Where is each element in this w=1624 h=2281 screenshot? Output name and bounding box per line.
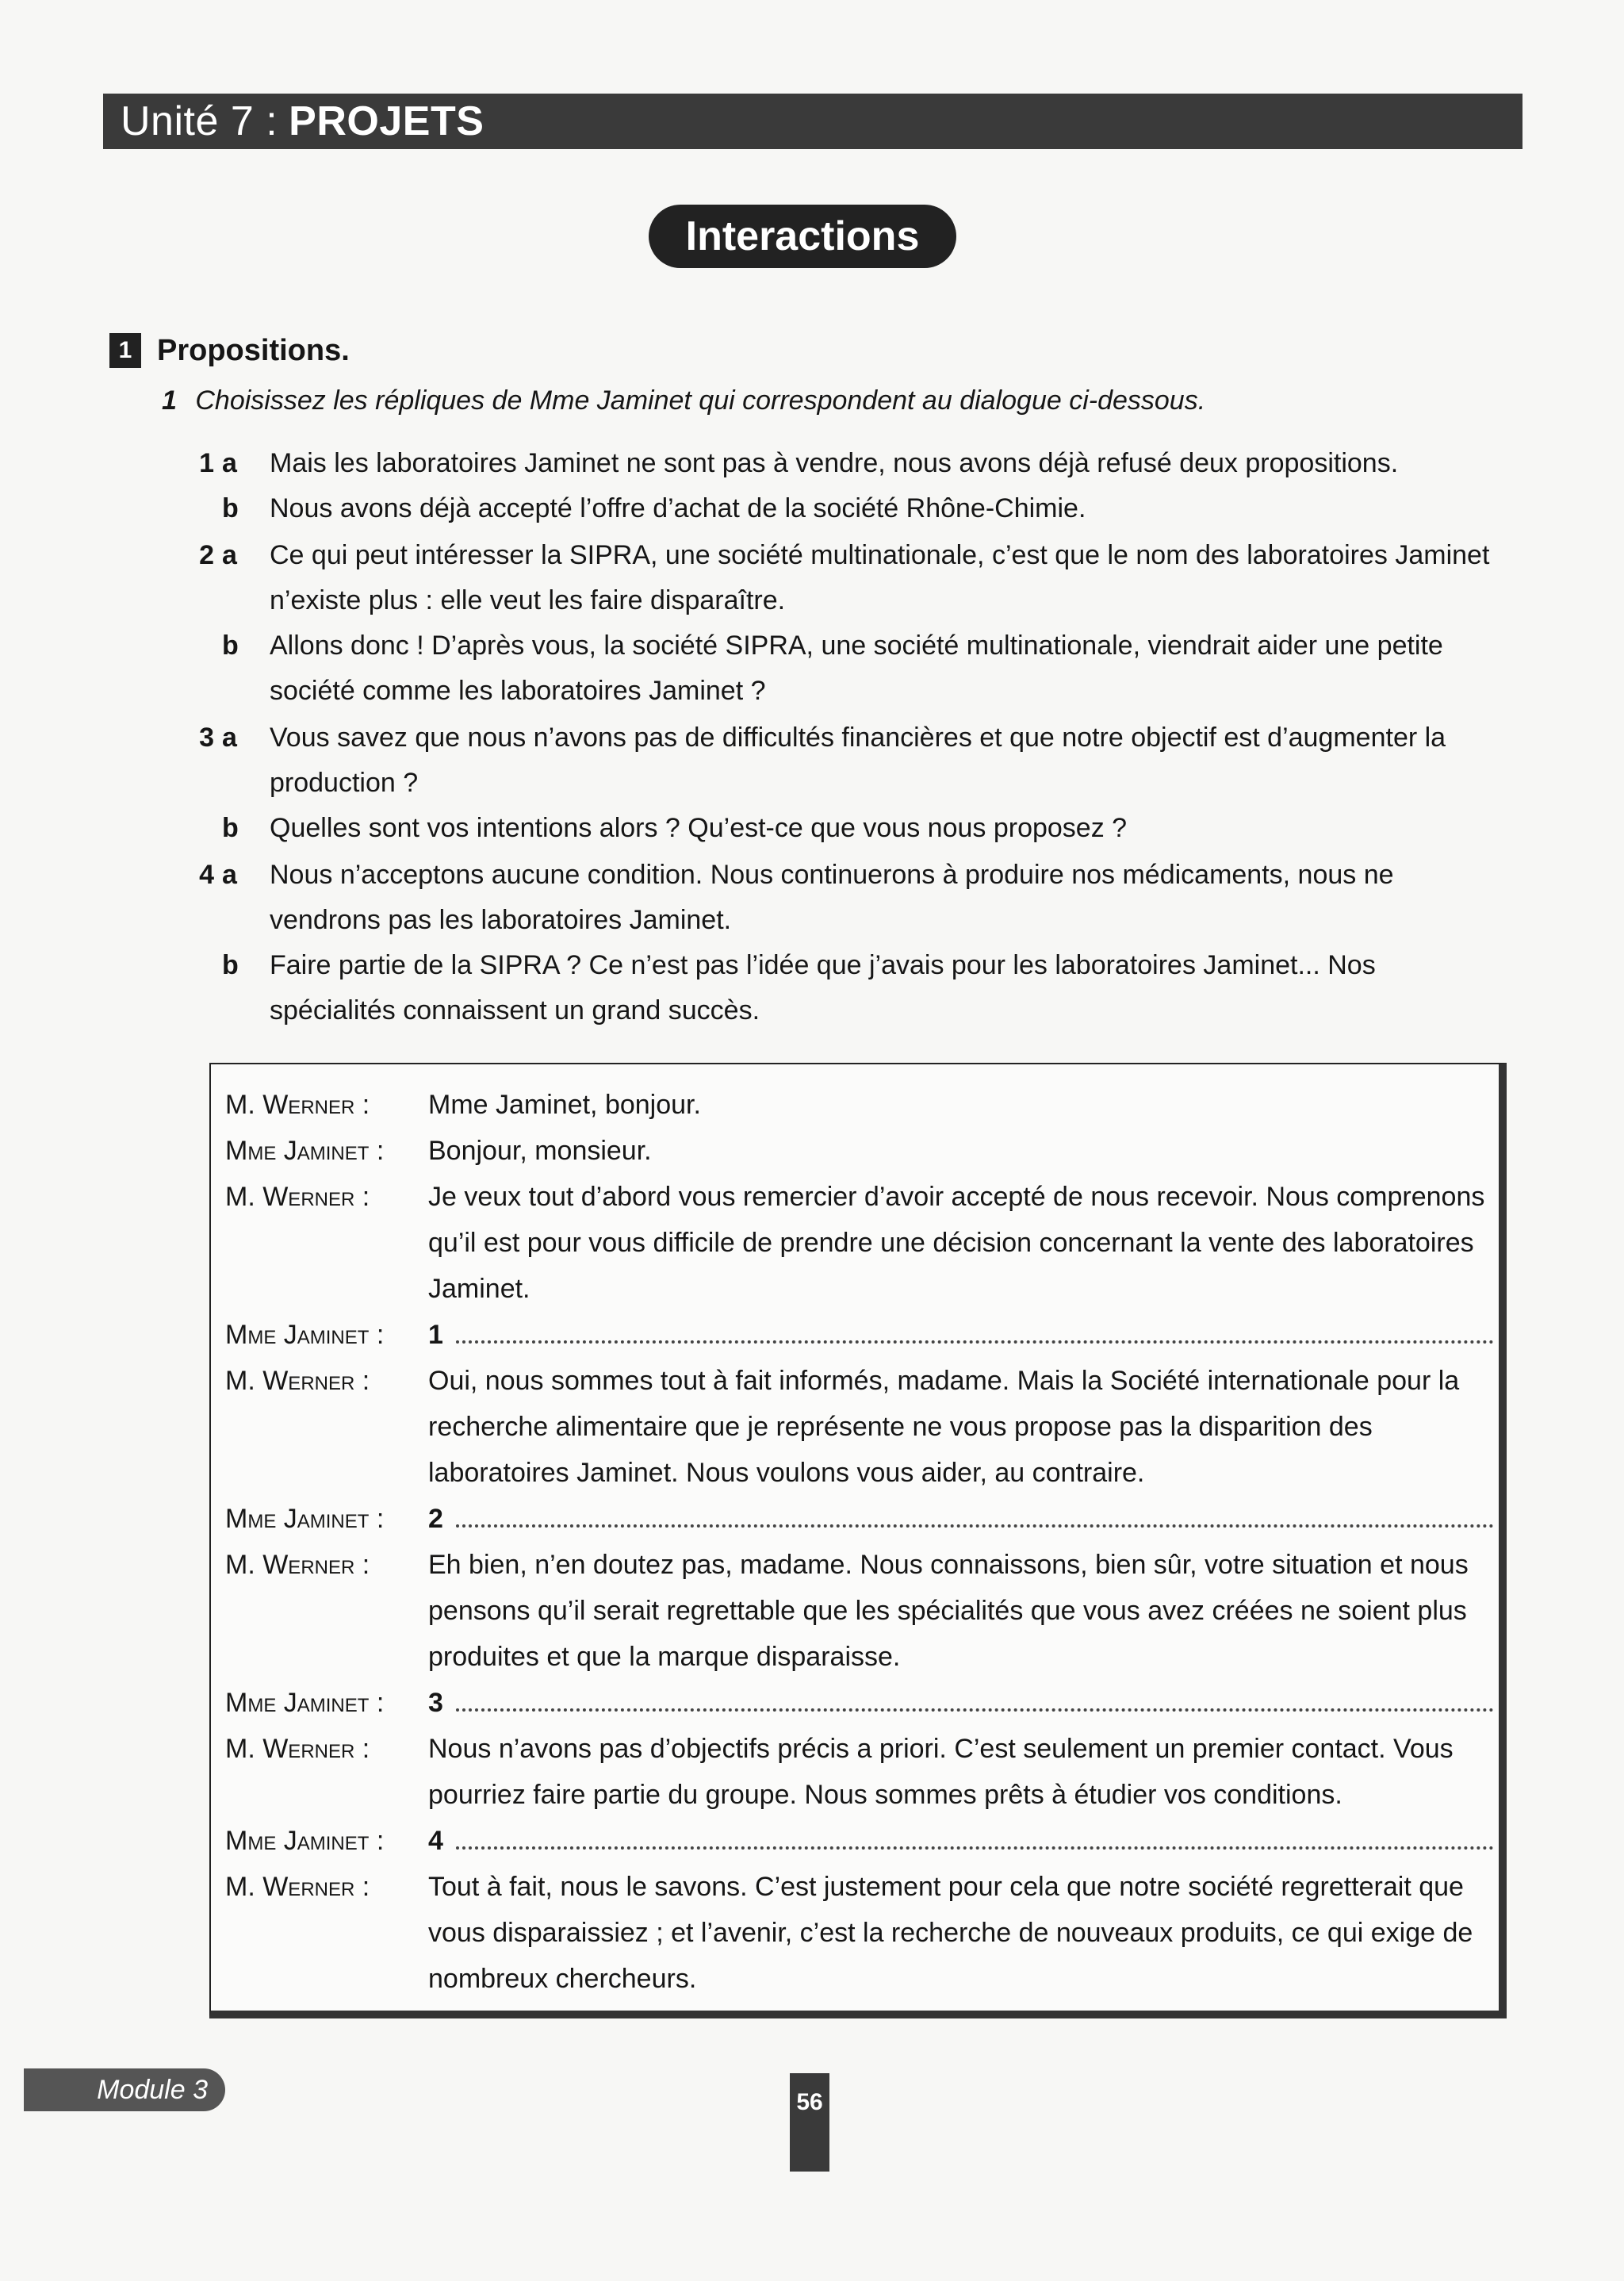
options-list (190, 441, 1507, 1033)
dialogue-turn (225, 1864, 1494, 2002)
option-letter: a (222, 723, 237, 753)
section-pill: Interactions (649, 205, 956, 268)
dialogue-line: Oui, nous sommes tout à fait informés, madame. Mais la Société internationale pour la recherche alimentaire que je représente ne vous propose pas la disparition des laboratoires Jaminet. Nous voulons vous aider, au contraire. (428, 1366, 1460, 1488)
option-item (190, 715, 1507, 806)
option-item (190, 943, 1507, 1033)
option-item (190, 486, 1507, 531)
option-item (190, 533, 1507, 623)
blank-number: 1 (428, 1320, 443, 1350)
option-text: Faire partie de la SIPRA ? Ce n’est pas l’idée que j’avais pour les laboratoires Jaminet... Nos spécialités connaissent un grand succès. (270, 950, 1376, 1025)
option-number: 2 (199, 540, 214, 570)
option-letter: a (222, 860, 237, 890)
option-text: Quelles sont vos intentions alors ? Qu’est-ce que vous nous proposez ? (270, 813, 1128, 843)
exercise-heading (109, 333, 350, 368)
blank-number: 3 (428, 1688, 443, 1718)
speaker-name: Mme Jaminet : (225, 1320, 385, 1350)
unit-header-bar (103, 94, 1522, 149)
option-letter: b (222, 813, 239, 843)
option-item (190, 853, 1507, 943)
dialogue-turn (225, 1082, 1494, 1128)
answer-blank (428, 1680, 1494, 1726)
option-number: 4 (199, 860, 214, 890)
dialogue-box (209, 1063, 1507, 2018)
dialogue-line: Tout à fait, nous le savons. C’est justement pour cela que notre société regretterait que vous disparaissiez ; et l’avenir, c’est la recherche de nouveaux produits, ce qui exige de nombreux chercheurs. (428, 1872, 1473, 1994)
dialogue-line: Je veux tout d’abord vous remercier d’avoir accepté de nous recevoir. Nous comprenons qu’il est pour vous difficile de prendre une décision concernant la vente des laboratoires Jaminet. (428, 1182, 1485, 1304)
option-letter: b (222, 631, 239, 661)
dialogue-turn (225, 1680, 1494, 1726)
dialogue-turn (225, 1358, 1494, 1496)
option-text: Ce qui peut intéresser la SIPRA, une société multinationale, c’est que le nom des laboratoires Jaminet n’existe plus : elle veut les faire disparaître. (270, 540, 1490, 615)
module-tab: Module 3 (24, 2068, 225, 2111)
dialogue-line: Bonjour, monsieur. (428, 1136, 652, 1166)
option-item (190, 806, 1507, 851)
instruction-text: Choisissez les répliques de Mme Jaminet qui correspondent au dialogue ci-dessous. (195, 385, 1206, 416)
option-text: Allons donc ! D’après vous, la société SIPRA, une société multinationale, viendrait aider une petite société comme les laboratoires Jaminet ? (270, 631, 1443, 706)
dialogue-turn (225, 1542, 1494, 1680)
option-letter: a (222, 540, 237, 570)
blank-number: 2 (428, 1504, 443, 1534)
option-text: Mais les laboratoires Jaminet ne sont pas à vendre, nous avons déjà refusé deux propositions. (270, 448, 1399, 478)
speaker-name: M. Werner : (225, 1366, 370, 1396)
speaker-name: Mme Jaminet : (225, 1136, 385, 1166)
exercise-number: 1 (109, 333, 141, 368)
dotted-answer-line (456, 1323, 1494, 1344)
dialogue-line: Nous n’avons pas d’objectifs précis a priori. C’est seulement un premier contact. Vous pourriez faire partie du groupe. Nous sommes prêts à étudier vos conditions. (428, 1734, 1454, 1810)
option-item (190, 441, 1507, 486)
dialogue-turn (225, 1174, 1494, 1312)
option-number: 3 (199, 723, 214, 753)
dialogue-turn (225, 1128, 1494, 1174)
instruction (162, 385, 1205, 416)
dotted-answer-line (456, 1691, 1494, 1712)
option-letter: b (222, 950, 239, 980)
speaker-name: M. Werner : (225, 1182, 370, 1212)
speaker-name: M. Werner : (225, 1872, 370, 1902)
speaker-name: Mme Jaminet : (225, 1504, 385, 1534)
speaker-name: M. Werner : (225, 1734, 370, 1764)
dialogue-list (225, 1082, 1494, 2002)
dotted-answer-line (456, 1829, 1494, 1850)
option-letter: a (222, 448, 237, 478)
option-text: Nous n’acceptons aucune condition. Nous continuerons à produire nos médicaments, nous ne vendrons pas les laboratoires Jaminet. (270, 860, 1394, 935)
answer-blank (428, 1312, 1494, 1358)
option-letter: b (222, 493, 239, 523)
dialogue-turn (225, 1818, 1494, 1864)
option-text: Vous savez que nous n’avons pas de difficultés financières et que notre objectif est d’augmenter la production ? (270, 723, 1446, 798)
unit-label: Unité 7 : (121, 98, 278, 144)
exercise-title: Propositions. (157, 333, 350, 367)
dotted-answer-line (456, 1507, 1494, 1528)
dialogue-line: Mme Jaminet, bonjour. (428, 1090, 701, 1120)
option-text: Nous avons déjà accepté l’offre d’achat de la société Rhône-Chimie. (270, 493, 1086, 523)
speaker-name: Mme Jaminet : (225, 1826, 385, 1856)
page-number: 56 (790, 2073, 829, 2172)
answer-blank (428, 1818, 1494, 1864)
answer-blank (428, 1496, 1494, 1542)
option-number: 1 (199, 448, 214, 478)
speaker-name: M. Werner : (225, 1090, 370, 1120)
unit-name: PROJETS (289, 98, 485, 144)
blank-number: 4 (428, 1826, 443, 1856)
option-item (190, 623, 1507, 714)
speaker-name: Mme Jaminet : (225, 1688, 385, 1718)
dialogue-turn (225, 1496, 1494, 1542)
dialogue-line: Eh bien, n’en doutez pas, madame. Nous connaissons, bien sûr, votre situation et nous pensons qu’il serait regrettable que les spécialités que vous avez créées ne soient plus produites et que la marque disparaisse. (428, 1550, 1469, 1672)
instruction-number: 1 (162, 385, 177, 416)
dialogue-turn (225, 1312, 1494, 1358)
speaker-name: M. Werner : (225, 1550, 370, 1580)
dialogue-turn (225, 1726, 1494, 1818)
